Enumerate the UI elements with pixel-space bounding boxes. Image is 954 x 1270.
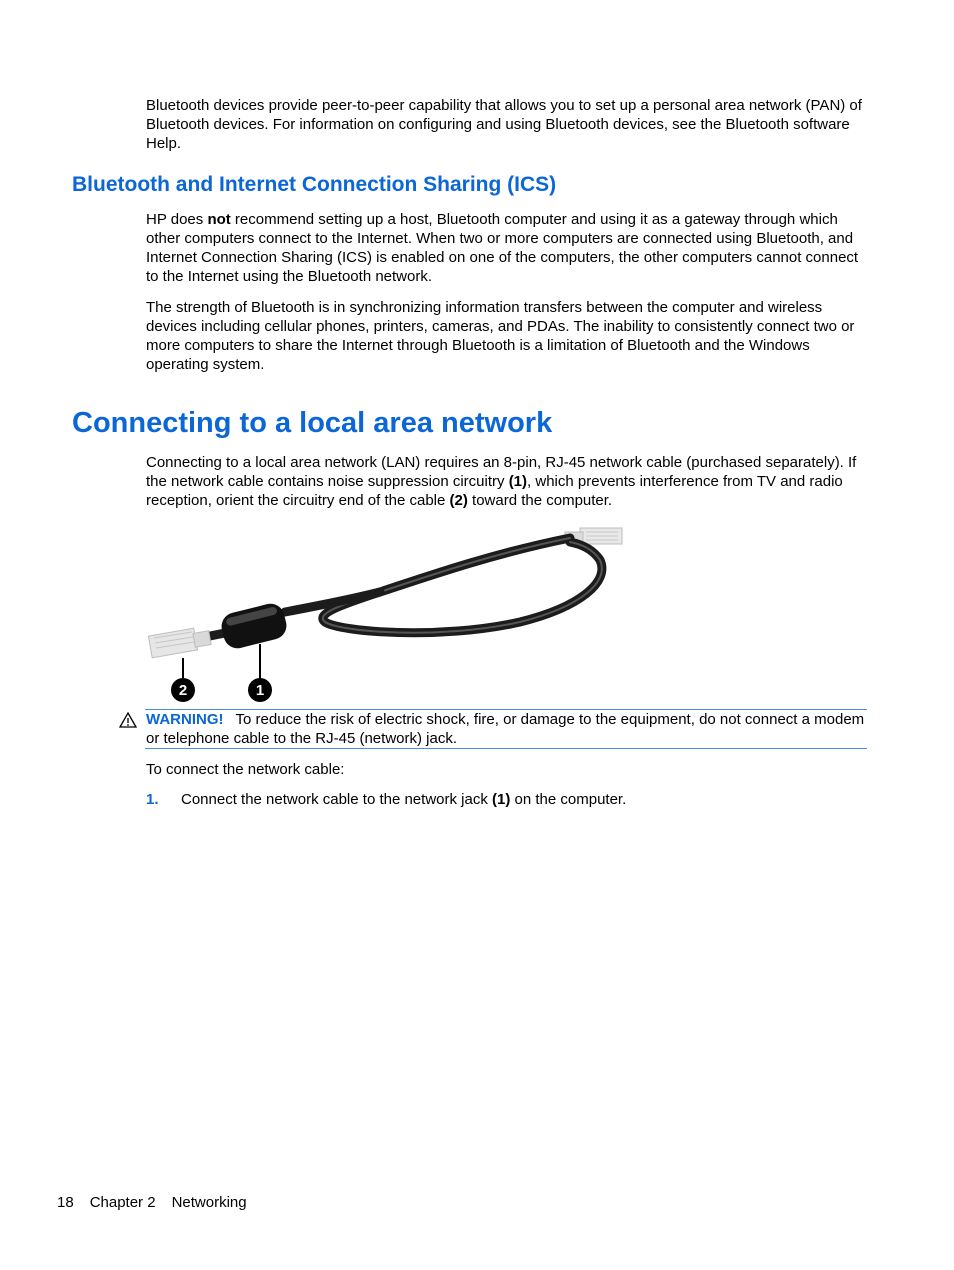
rj45-connector-left bbox=[148, 628, 211, 658]
page-number: 18 bbox=[57, 1194, 74, 1211]
callout-2-label: 2 bbox=[178, 682, 188, 699]
ics-paragraph-1 bbox=[146, 210, 870, 286]
lan-paragraph bbox=[146, 453, 870, 510]
callout-1-label: 1 bbox=[255, 682, 265, 699]
warning-label: WARNING! bbox=[146, 711, 224, 728]
network-cable-figure bbox=[140, 522, 640, 710]
step-1-text bbox=[181, 790, 626, 809]
noise-suppression-bead bbox=[219, 601, 290, 651]
warning-triangle-icon bbox=[118, 711, 138, 729]
warning-text-block bbox=[146, 710, 868, 748]
lan-p1-ref-2: (2) bbox=[449, 492, 468, 509]
intro-paragraph: Bluetooth devices provide peer-to-peer capability that allows you to set up a personal area network (PAN) of Bluetooth devices. For information on configuring and using Bluetooth devices, see the Bluetooth software Help. bbox=[146, 97, 862, 152]
ics-paragraph-2: The strength of Bluetooth is in synchronizing information transfers between the computer and wireless devices including cellular phones, printers, cameras, and PDAs. The inability to consistently connect two or more computers to share the Internet through Bluetooth is a limitation of Bluetooth and the Windows operating system. bbox=[146, 299, 855, 373]
warning-message: To reduce the risk of electric shock, fire, or damage to the equipment, do not connect a modem or telephone cable to the RJ-45 (network) jack. bbox=[146, 711, 865, 747]
step-1-text-b: on the computer. bbox=[510, 791, 627, 808]
network-cable-illustration bbox=[140, 522, 640, 710]
footer-chapter: Chapter 2 bbox=[89, 1194, 156, 1211]
ics-p1-text-a: HP does bbox=[146, 211, 208, 228]
ics-p1-emphasis: not bbox=[207, 211, 231, 228]
procedure-intro: To connect the network cable: bbox=[146, 761, 345, 778]
lan-p1-text-c: toward the computer. bbox=[467, 492, 613, 509]
step-1-ref: (1) bbox=[492, 791, 511, 808]
step-1-number: 1. bbox=[146, 791, 159, 808]
lan-p1-text-b: , which prevents interference from TV and radio reception, orient the circuitry end of the cable bbox=[146, 473, 843, 509]
lan-p1-ref-1: (1) bbox=[508, 473, 528, 490]
step-1-text-a: Connect the network cable to the network jack bbox=[181, 791, 493, 808]
callout-1 bbox=[248, 678, 272, 702]
section-heading-lan: Connecting to a local area network bbox=[72, 407, 553, 439]
page-footer bbox=[57, 1193, 263, 1212]
warning-bottom-rule bbox=[145, 748, 867, 749]
section-heading-ics: Bluetooth and Internet Connection Sharing (ICS) bbox=[72, 173, 557, 196]
callout-2 bbox=[171, 678, 195, 702]
footer-chapter-title: Networking bbox=[171, 1194, 247, 1211]
ics-p1-text-b: recommend setting up a host, Bluetooth computer and using it as a gateway through which other computers connect to the Internet. When two or more computers are connected using Bluetooth, and Internet Connection Sharing (ICS) is enabled on one of the computers, the other computers cannot connect to the Internet using the Bluetooth network. bbox=[146, 211, 859, 285]
lan-p1-text-a: Connecting to a local area network (LAN) requires an 8-pin, RJ-45 network cable (purchased separately). If the network cable contains noise suppression circuitry bbox=[146, 454, 857, 490]
